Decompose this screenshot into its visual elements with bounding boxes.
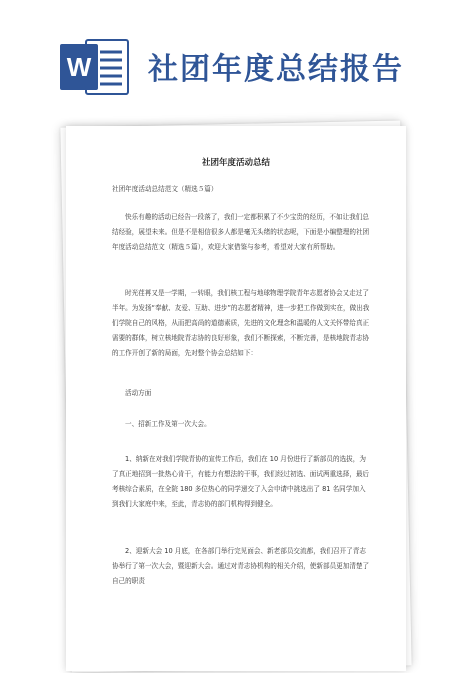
paragraph-recruitment: 1、纳新在对我们学院青协的宣传工作后，我们在 10 月份进行了新部员的选拔，为了真正地招到一批热心肯干，有能力有想法的干事，我们经过初选、面试两重选择，最后考核综合素质，在全院 180 多位热心的同学递交了入会申请中挑选出了 81 名同学加入到我们大家庭中来，至此，青志协的部门机构得到健全。 <box>112 455 370 508</box>
paragraph-welcome-meeting: 2、迎新大会 10 月底，在各部门举行完见面会、新老部员交流都，我们召开了青志协举行了第一次大会，暨迎新大会。通过对青志协机构的相关介绍，使新部员更加清楚了自己的职责 <box>112 547 370 585</box>
section-heading-activities: 活动方面 <box>125 389 152 397</box>
document-preview <box>0 100 474 669</box>
paragraph-subtitle: 社团年度活动总结范文（精选５篇） <box>112 185 218 193</box>
section-heading-recruitment: 一、招新工作及第一次大会。 <box>125 420 211 428</box>
word-document-icon <box>58 38 130 96</box>
paragraph-overview: 时光荏苒又是一学期，一转眼，我们核工程与地球物理学院青年志愿者协会又走过了半年。为发扬“奉献、友爱、互助、进步”的志愿者精神，进一步把工作做到实在，做出我们学院自己的风格，从而把高尚的道德素质，先进的文化理念和温暖的人文关怀带给真正需要的群体，树立核地院青志协的良好形象，我们不断探索，不断完善，是核地院青志协的工作开创了新的局面，先对整个协会总结如下： <box>112 289 370 357</box>
banner-title: 社团年度总结报告 <box>148 52 404 87</box>
document-title: 社团年度活动总结 <box>201 158 270 168</box>
svg-text:W: W <box>66 52 92 82</box>
paragraph-intro: 快乐有趣的活动已经告一段落了，我们一定都积累了不少宝贵的经历，不如让我们总结经验，展望未来。但是不是相信很多人都是毫无头绪的状态呢，下面是小编整理的社团年度活动总结范文（精选５篇），欢迎大家借鉴与参考，希望对大家有所帮助。 <box>112 213 370 251</box>
banner <box>0 0 474 100</box>
document-page <box>66 126 406 671</box>
